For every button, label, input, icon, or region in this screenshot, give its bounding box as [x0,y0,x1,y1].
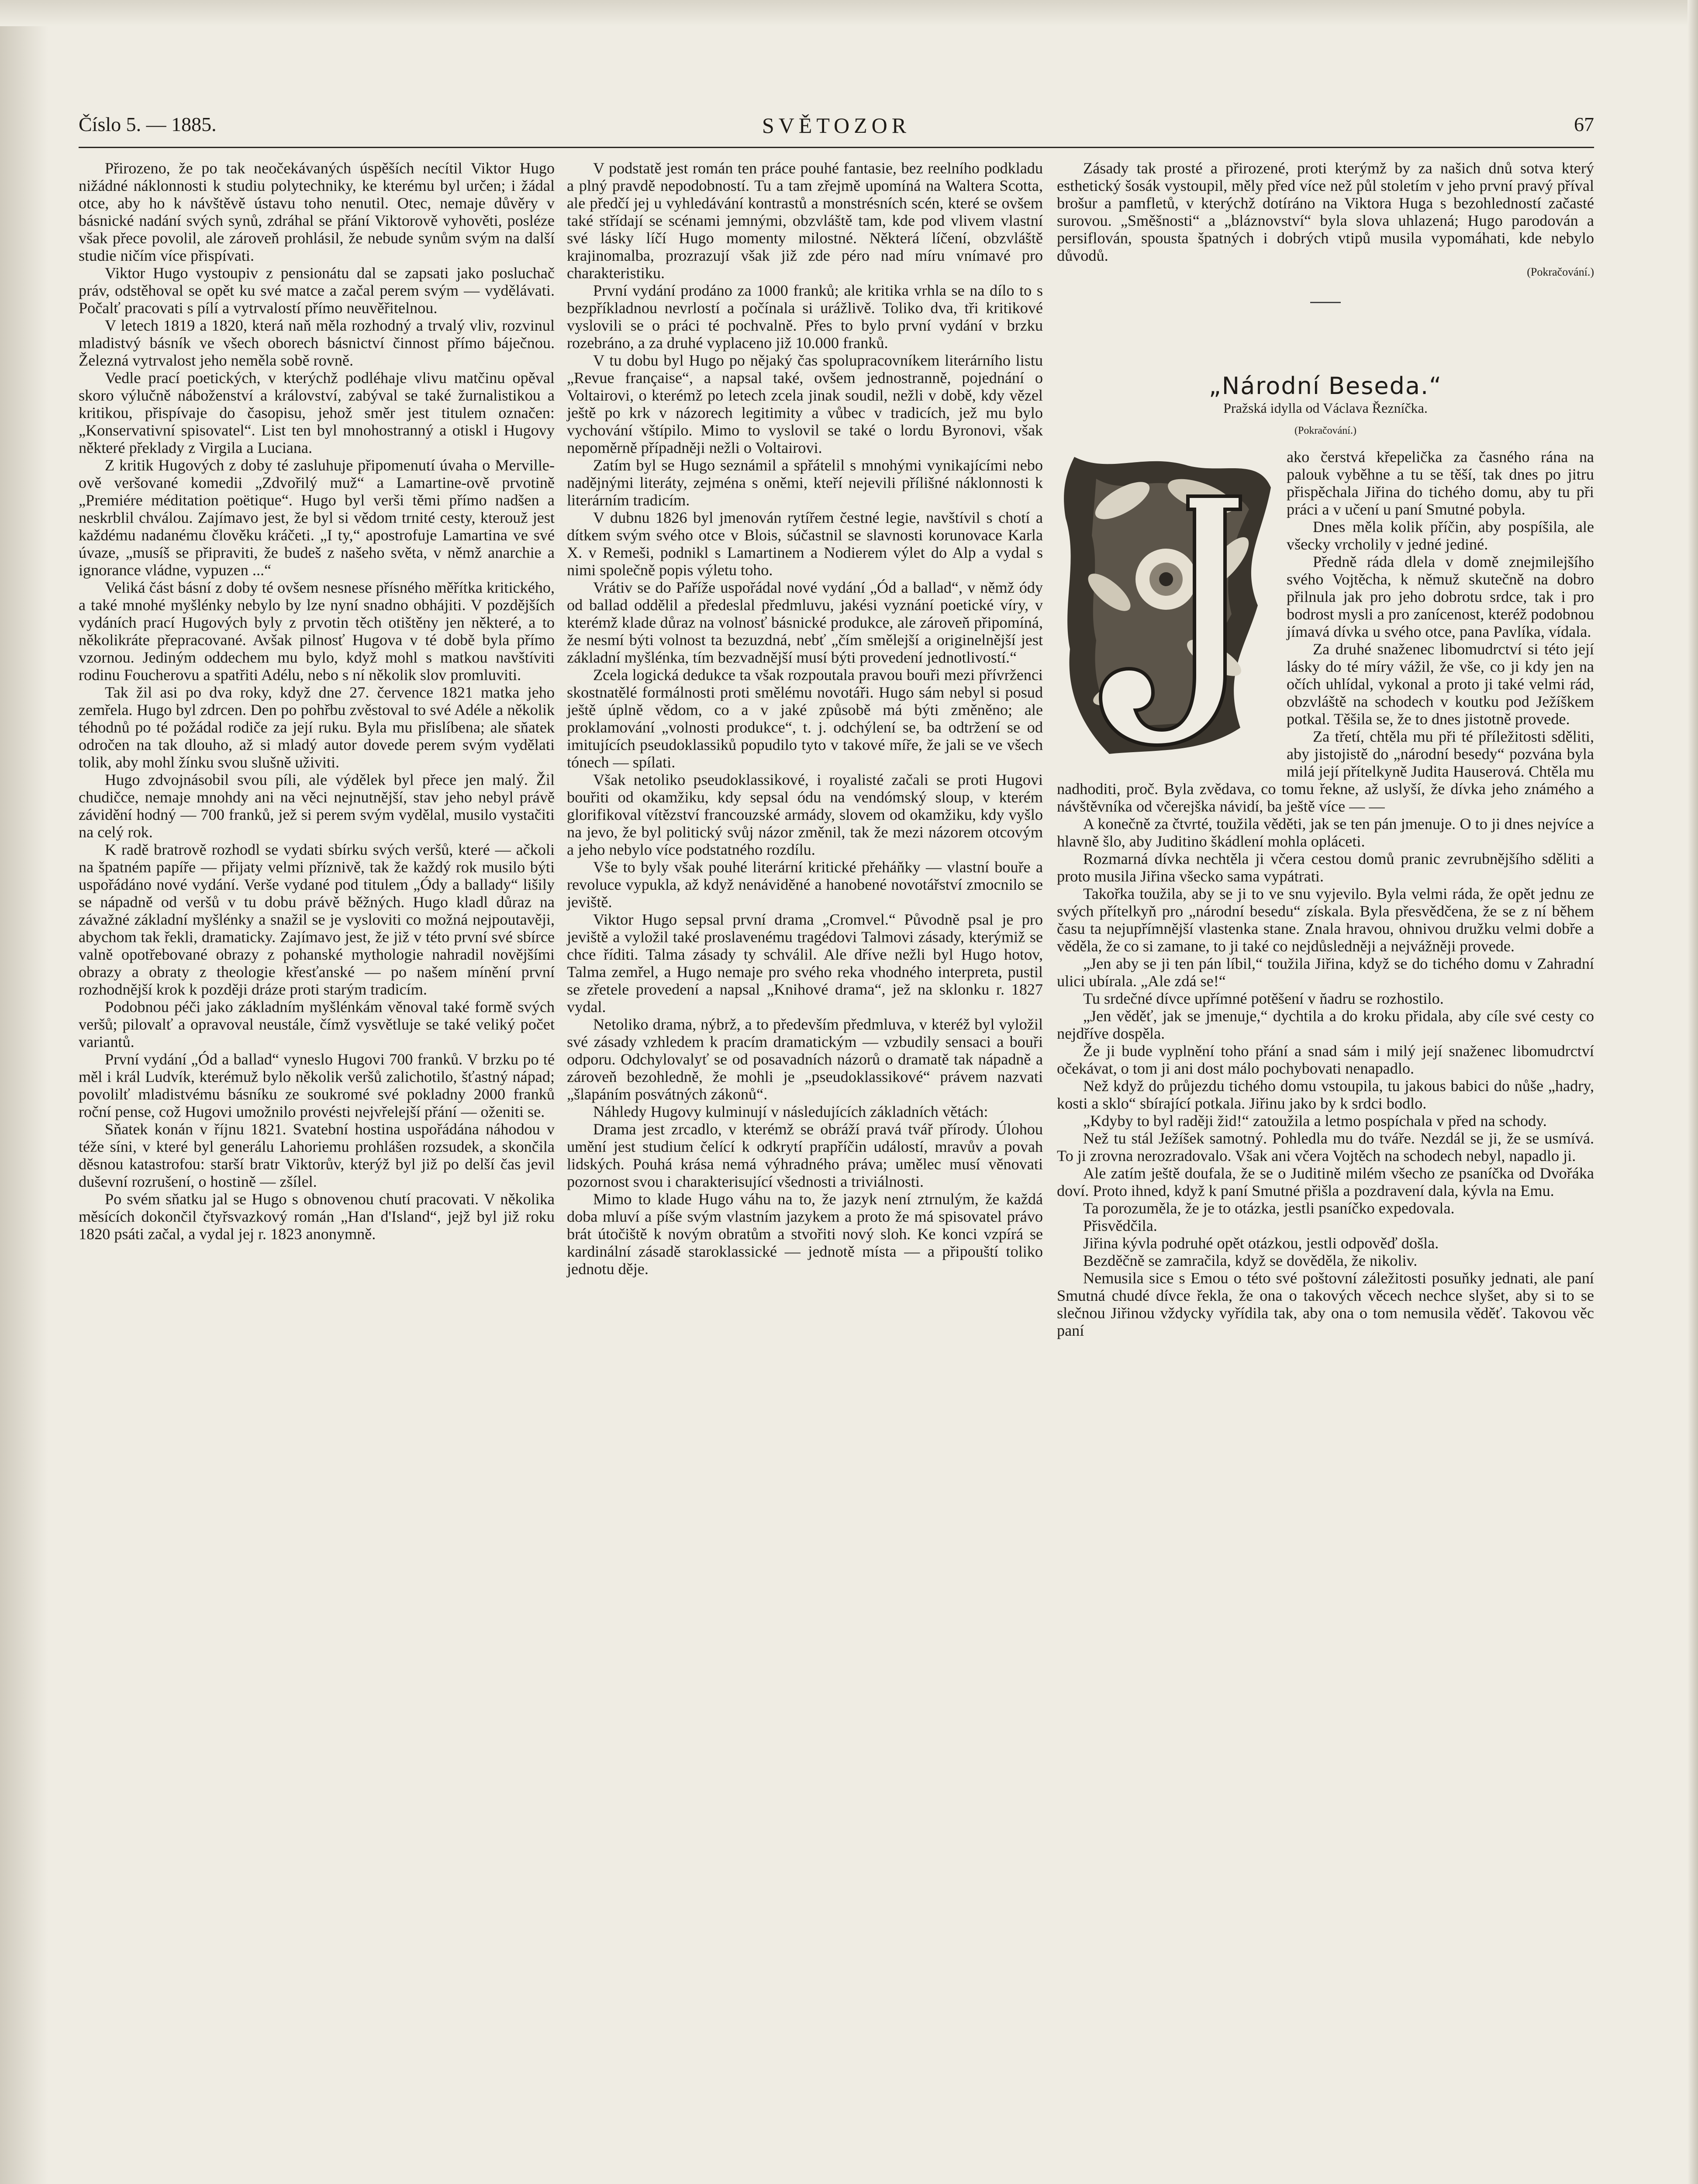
paragraph: Vedle prací poetických, v kterýchž podléhaje vlivu matčinu opěval skoro výlučně náboženství a království, zabýval se také žurnalistikou a kritikou, přispívaje do časopisu, jehož směr jest titulem označen: „Konservativní spisovatel“. List ten byl mnohostranný a otiskl i Hugovy některé překlady z Virgila a Luciana. [79,369,555,456]
paragraph: Však netoliko pseudoklassikové, i royalisté začali se proti Hugovi bouřiti od okamžiku, kdy sepsal ódu na vendómský sloup, v kterém glorifikoval vítězství francouzské armády, slovem od okamžiku, kdy vyšlo na jevo, že byl politický svůj názor změnil, tak že mezi názorem otcovým a jeho nebylo více podstatného rozdílu. [567,771,1043,858]
paragraph: Vrátiv se do Paříže uspořádal nové vydání „Ód a ballad“, v němž ódy od ballad oddělil a předeslal předmluvu, jakési vyznání poetické víry, v kterémž klade důraz na volnosť básnické produkce, ale zároveň připomíná, že nesmí býti volnost ta bezuzdná, nebť „čím smělejší a originelnější jest základní myšlénka, tím bezvadnější musí býti provedení jednotlivostí.“ [567,579,1043,666]
paragraph: „Jen aby se ji ten pán líbil,“ toužila Jiřina, když se do tichého domu v Zahradní ulici ubírala. „Ale zdá se!“ [1057,955,1594,990]
continued-note: (Pokračování.) [1294,425,1356,436]
paragraph: Předně ráda dlela v domě znejmilejšího svého Vojtěcha, k němuž skutečně na dobro přilnula jak pro jeho dobrotu srdce, tak i pro bodrost mysli a pro zanícenost, kteréž podobnou jímavá dívka u svého otce, pana Pavlíka, vídala. [1287,553,1594,640]
paragraph: První vydání „Ód a ballad“ vyneslo Hugovi 700 franků. V brzku po té měl i král Ludvík, kterémuž bylo několik veršů zalichotilo, šťastný nápad; povolilť mladistvému básníku ze soukromé své pokladny 2000 franků roční pense, což Hugovi umožnilo provésti nejvřelejší přání — oženiti se. [79,1051,555,1120]
paragraph: V dubnu 1826 byl jmenován rytířem čestné legie, navštívil s chotí a dítkem svým svého otce v Blois, súčastnil se slavnosti korunovace Karla X. v Remeši, podnikl s Lamartinem a Nodierem výlet do Alp a vydal s nimi společně popis výletu toho. [567,509,1043,579]
paragraph: Ale zatím ještě doufala, že se o Juditině milém všecho ze psaníčka od Dvořáka doví. Proto ihned, když k paní Smutné přišla a pozdravení dala, kývla na Emu. [1057,1165,1594,1199]
continued-note: (Pokračování.) [1527,266,1594,278]
paragraph: Z kritik Hugových z doby té zasluhuje připomenutí úvaha o Merville-ově veršované komedii „Zdvořilý muž“ a Lamartine-ově prvotině „Premiére méditation poëtique“. Hugo byl verši těmi přímo nadšen a neskrblil chválou. Zajímavo jest, že byl si vědom trnité cesty, kterouž jest každému nadanému člověku kráčeti. „I ty,“ apostrofuje Lamartina ve své úvaze, „musíš se připraviti, že budeš z našeho světa, v němž anarchie a ignorance vládne, vypuzen ...“ [79,456,555,579]
paragraph: Ta porozuměla, že je to otázka, jestli psaníčko expedovala. [1083,1199,1455,1217]
paragraph: Viktor Hugo vystoupiv z pensionátu dal se zapsati jako posluchač práv, odstěhoval se opět ku své matce a začal perem svým — vydělávati. Počalť pracovati s pílí a vytrvalostí přímo neuvěřitelnou. [79,264,555,317]
paragraph: Takořka toužila, aby se ji to ve snu vyjevilo. Byla velmi ráda, že opět jednu ze svých přítelkyň pro „národní besedu“ získala. Byla přesvědčena, že se z ní během času ta nejupřímnější vlastenka stane. Znala hravou, ohnivou družku velmi dobře a věděla, že co si zamane, to ji také co nejdůsledněji a nejvážněji provede. [1057,885,1594,955]
page-shadow [0,0,48,2184]
column-1 [79,159,555,1243]
paragraph: Drama jest zrcadlo, v kterémž se obráží pravá tvář přírody. Úlohou umění jest studium čelící k odkrytí prapříčin událostí, mravův a povah lidských. Pouhá krása nemá výhradného práva; umělec musí věnovati pozornost svou i charakterisující všednosti a triviálnosti. [567,1120,1043,1190]
paragraph: V podstatě jest román ten práce pouhé fantasie, bez reelního podkladu a plný pravdě nepodobností. Tu a tam zřejmě upomíná na Waltera Scotta, ale předčí jej u vyhledávání kontrastů a monstrésních scén, které se ovšem také střídají se scénami jemnými, obzvláště tam, kde pod vlivem vlastní své lásky líčí Hugo momenty milostné. Některá líčení, obzvláště krajinomalba, prozrazují však již zde péro nad míru vnímavé pro charakteristiku. [567,159,1043,282]
journal-title: SVĚTOZOR [762,113,911,138]
paragraph: Zásady tak prosté a přirozené, proti kterýmž by za našich dnů sotva který esthetický šosák vystoupil, měly před více než půl stoletím v jeho první pravý příval brošur a pamfletů, v kterýchž dotíráno na Viktora Huga s bezohledností začasté surovou. „Směšnosti“ a „bláznovství“ byla slova uhlazená; Hugo parodován a persiflován, spousta špatných i dobrých vtipů musila vypomáhati, kde nebylo důvodů. [1057,159,1594,264]
paragraph: V letech 1819 a 1820, která naň měla rozhodný a trvalý vliv, rozvinul mladistvý básník ve všech oborech básnictví činnost přímo báječnou. Železná vytrvalost jeho neměla sobě rovně. [79,317,555,369]
paragraph: Náhledy Hugovy kulminují v následujících základních větách: [593,1103,988,1120]
issue-number: Číslo 5. — 1885. [79,113,217,135]
story-title: „Národní Beseda.“ [1208,372,1443,400]
paragraph: V tu dobu byl Hugo po nějaký čas spolupracovníkem literárního listu „Revue française“, a napsal také, ovšem jednostranně, pojednání o Voltairovi, o kterémž po letech zcela jinak soudil, nežli v době, kdy vězel ještě po krk v názorech legitimity a vůbec v tradicích, jež mu bylo vychování vštípilo. Mimo to vyslovil se také o lordu Byronovi, však nepoměrně případněji nežli o Voltairovi. [567,352,1043,456]
paragraph: Rozmarná dívka nechtěla ji včera cestou domů pranic zevrubnějšího sděliti a proto musila Jiřina všecko sama vypátrati. [1057,850,1594,885]
paragraph: Tak žil asi po dva roky, když dne 27. července 1821 matka jeho zemřela. Hugo byl zdrcen. Den po pohřbu zvěstoval to své Adéle a několik téhodnů po té požádal rodiče za její ruku. Byla mu přislíbena; ale sňatek odročen na tak dlouho, až si mladý autor dovede perem svým vydělati tolik, aby mohl žínku svou slušně uživiti. [79,684,555,771]
paragraph: Netoliko drama, nýbrž, a to především předmluva, v kteréž byl vyložil své zásady vzhledem k pracím dramatickým — vzbudily sensaci a bouři odporu. Odchylovalyť se od posavadních názorů o dramatě tak nápadně a zároveň bezohledně, že mohli je „pseudoklassikové“ právem nazvati „šlapáním posvátných zákonů“. [567,1016,1043,1103]
ornamental-initial [1057,448,1275,763]
paragraph: Vše to byly však pouhé literární kritické přeháňky — vlastní bouře a revoluce vypukla, až když nenáviděné a hanobené novotářství zmocnilo se jeviště. [567,858,1043,911]
paragraph: První vydání prodáno za 1000 franků; ale kritika vrhla se na dílo to s bezpříkladnou nevrlostí a počínala si urážlivě. Toliko dva, tři kritikové vyslovili se o práci té pochvalně. Přes to bylo první vydání v brzku rozebráno, a za druhé vyplaceno již 10.000 franků. [567,282,1043,352]
ornamental-initial-j-icon [1057,448,1275,763]
header-rule [79,147,1594,148]
section-divider [1310,302,1341,303]
page-header [79,113,1594,148]
paragraph: Podobnou péči jako základním myšlénkám věnoval také formě svých veršů; pilovalť a opravoval neustále, čímž vysvětluje se také veliký počet variantů. [79,998,555,1051]
paragraph: „Jen věděť, jak se jmenuje,“ dychtila a do kroku přidala, aby cíle své cesty co nejdříve dospěla. [1057,1007,1594,1042]
paragraph: ako čerstvá křepelička za časného rána na palouk vyběhne a tu se těší, tak dnes po jitru přispěchala Jiřina do tichého domu, aby tu při práci a v učení u paní Smutné pobyla. [1287,448,1594,518]
paragraph: Než tu stál Ježíšek samotný. Pohledla mu do tváře. Nezdál se ji, že se usmívá. To ji zrovna nerozradovalo. Však ani včera Vojtěch na schodech nebyl, napadlo ji. [1057,1130,1594,1165]
paragraph: Jiřina kývla podruhé opět otázkou, jestli odpověď došla. [1083,1234,1439,1252]
paragraph: K radě bratrově rozhodl se vydati sbírku svých veršů, které — ačkoli na špatném papíře — přijaty velmi příznivě, tak že každý rok musilo býti uspořádáno nové vydání. Verše vydané pod titulem „Ódy a ballady“ lišily se nápadně od veršů v tu dobu právě běžných. Hugo kladl důraz na závažné základní myšlénky a snažil se je vysloviti co možná nejpoutavěji, abychom tak řekli, dramaticky. Zajímavo jest, že již v této první své sbírce valně opotřebované obrazy z pohanské mythologie nahradil novějšími obrazy a obraty z theologie křesťanské — po našem mínění první rozhodnější krok k později dráze proti starým tradicím. [79,841,555,998]
paragraph: Za druhé snaženec libomudrctví si této její lásky do té míry vážil, že vše, co ji kdy jen na očích uhlídal, vykonal a proto ji také velmi rád, obzvláště na schodech v koutku pod Ježíškem potkal. Těšila se, že to dnes jistotně provede. [1287,640,1594,728]
paragraph: Zcela logická dedukce ta však rozpoutala pravou bouři mezi přívrženci skostnatělé formálnosti proti smělému novotáři. Hugo sám nebyl si posud ještě úplně vědom, co a v jaké způsobě má býti změněno; ale proklamování „volnosti produkce“, t. j. odchýlení se, ba odtržení se od imitujících pseudoklassiků popudilo tyto v takové míře, že jali se ve všech tónech — spílati. [567,666,1043,771]
paragraph: A konečně za čtvrté, toužila věděti, jak se ten pán jmenuje. O to ji dnes nejvíce a hlavně šlo, aby Juditino škádlení mohla opláceti. [1057,815,1594,850]
story-subtitle: Pražská idylla od Václava Řezníčka. [1223,400,1428,416]
page-edge [1688,0,1698,2184]
paragraph: Zatím byl se Hugo seznámil a spřátelil s mnohými vynikajícími nebo nadějnými literáty, zejména s oněmi, kteří nejevili přílišné náklonnosti k literárním tradicím. [567,456,1043,509]
paragraph: Tu srdečné dívce upřímné potěšení v ňadru se rozhostilo. [1083,990,1444,1007]
paragraph: Sňatek konán v říjnu 1821. Svatební hostina uspořádána náhodou v téže síni, v které byl generálu Lahoriemu prohlášen rozsudek, a skončila děsnou katastrofou: starší bratr Viktorův, kterýž byl již po delší čas jevil duševní rozrušení, o hostině — zšílel. [79,1120,555,1190]
paragraph: Dnes měla kolik příčin, aby pospíšila, ale všecky vrcholily v jedné jediné. [1287,518,1594,553]
paragraph: Přisvědčila. [1083,1217,1157,1234]
paragraph: Hugo zdvojnásobil svou píli, ale výdělek byl přece jen malý. Žil chudičce, nemaje mnohdy ani na věci nejnutnější, stav jeho nebyl právě závidění hodný — 700 franků, jež si perem svým vydělal, musilo vystačiti na celý rok. [79,771,555,841]
paragraph: Mimo to klade Hugo váhu na to, že jazyk není ztrnulým, že každá doba mluví a píše svým vlastním jazykem a proto že má spisovatel právo brát útočiště k novým obratům a stvořiti nový sloh. Ke konci vzpírá se kardinální zásadě starоklassické — jednotě místa — a připouští toliko jednotu děje. [567,1190,1043,1278]
paragraph: Že ji bude vyplnění toho přání a snad sám i milý její snaženec libomudrctví očekávat, o tom ji ani dost málo pochybovati nenapadlo. [1057,1042,1594,1077]
page-shadow-top [0,0,1698,26]
paragraph: Nemusila sice s Emou o této své poštovní záležitosti posuňky jednati, ale paní Smutná chudé dívce řekla, že ona o takových věcech nechce slyšet, aby si to se slečnou Jiřinou vždycky vyřídila tak, aby ona o tom nemusila věděť. Takovou věc paní [1057,1269,1594,1339]
paragraph: Veliká část básní z doby té ovšem nesnese přísného měřítka kritického, a také mnohé myšlénky nebylo by lze nyní snadno obhájiti. V pozdějších vydáních prací Hugových byly z prvotin těch otištěny jen některé, a to několikráte přepracované. Avšak pilnosť Hugova v té době byla přímo vzornou. Jediným oddechem mu bylo, když mohl s matkou navštíviti rodinu Foucherovu a spatřiti Adélu, nebo s ní několik slov promluviti. [79,579,555,684]
paragraph: Viktor Hugo sepsal první drama „Cromvel.“ Původně psal je pro jeviště a vyložil také proslavenému tragédovi Talmovi zásady, kterýmiž se chce říditi. Talma zásady ty schválil. Ale dříve nežli byl Hugo hotov, Talma zemřel, a Hugo nemaje pro svého reka vhodného interpreta, pustil se zřetele provedení a napsal „Knihové drama“, jež na sklonku r. 1827 vydal. [567,911,1043,1016]
column-2 [567,159,1043,1278]
paragraph: Přirozeno, že po tak neočekávaných úspěších necítil Viktor Hugo nižádné náklonnosti k studiu polytechniky, ke kterému byl určen; i žádal otce, aby ho k návštěvě ústavu toho nenutil. Otec, nemaje důvěry v básnické nadání svých synů, zdráhal se přání Viktorově vyhověti, posléze však přece povolil, ale zároveň prohlásil, že nebude synům svým na další studie ničím více přispívati. [79,159,555,264]
paragraph: „Kdyby to byl raději žid!“ zatoužila a letmo pospíchala v před na schody. [1083,1112,1547,1130]
paragraph: Po svém sňatku jal se Hugo s obnovenou chutí pracovati. V několika měsících dokončil čtyřsvazkový román „Han d'Island“, jejž byl již roku 1820 psáti začal, a vydal jej r. 1823 anonymně. [79,1190,555,1243]
paragraph: Bezděčně se zamračila, když se dověděla, že nikoliv. [1083,1252,1418,1269]
column-3 [1057,159,1594,1339]
paragraph: Než když do průjezdu tichého domu vstoupila, tu jakous babici do nůše „hadry, kosti a sklo“ sbírající potkala. Jiřinu jako by k srdci bodlo. [1057,1077,1594,1112]
page-number: 67 [1574,113,1594,135]
paragraph: Za třetí, chtěla mu při té příležitosti sděliti, aby jistojistě do „národní besedy“ pozvána byla milá její přítelkyně Judita Hauserová. Chtěla mu nadhoditi, proč. Byla zvědava, co tomu řekne, až uslyší, že dívka jeho známého a návštěvníka od včerejška návidí, ba ještě více — — [1057,728,1594,815]
